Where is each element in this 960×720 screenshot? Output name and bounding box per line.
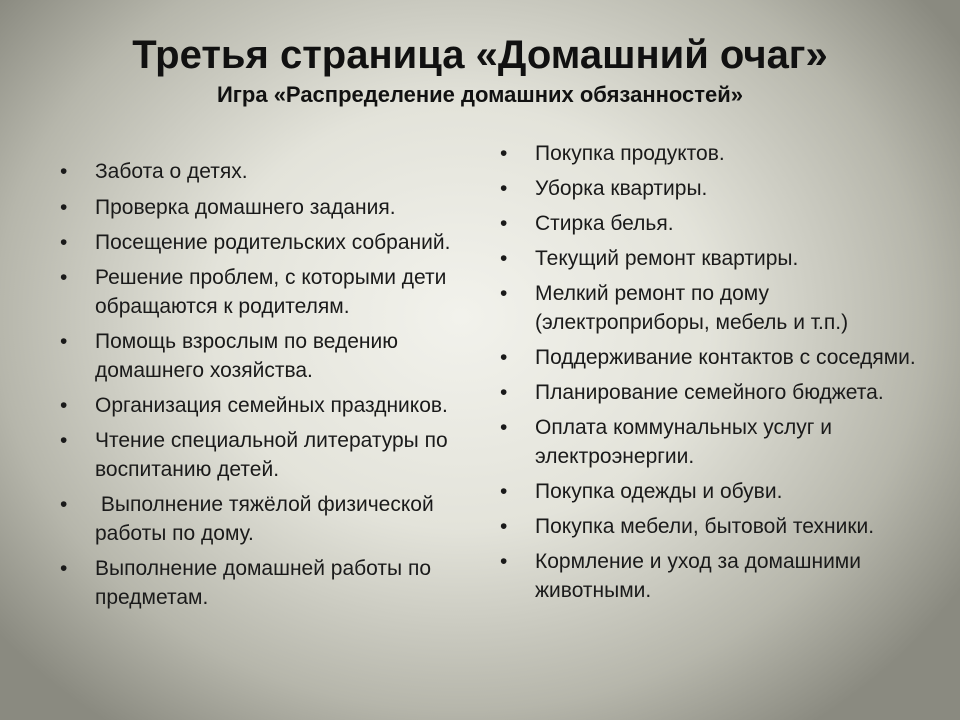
list-item-text: Поддерживание контактов с соседями. bbox=[535, 346, 916, 369]
list-item bbox=[500, 413, 940, 471]
list-item-text: Покупка одежды и обуви. bbox=[535, 480, 783, 503]
list-item-text: Оплата коммунальных услуг и электроэнергии. bbox=[535, 416, 833, 468]
bullet-icon: • bbox=[60, 196, 68, 219]
bullet-icon: • bbox=[60, 394, 68, 417]
bullet-icon: • bbox=[60, 493, 68, 516]
bullet-icon: • bbox=[500, 177, 508, 200]
list-item-text: Решение проблем, с которыми дети обращаются к родителям. bbox=[95, 266, 447, 318]
list-item-text: Планирование семейного бюджета. bbox=[535, 381, 884, 404]
bullet-icon: • bbox=[60, 160, 68, 183]
list-item bbox=[500, 477, 940, 506]
bullet-icon: • bbox=[60, 557, 68, 580]
bullet-icon: • bbox=[500, 550, 508, 573]
list-item-text: Помощь взрослым по ведению домашнего хозяйства. bbox=[95, 330, 399, 382]
list-item bbox=[60, 490, 470, 548]
list-item bbox=[60, 193, 470, 222]
bullet-icon: • bbox=[60, 429, 68, 452]
bullet-icon: • bbox=[500, 282, 508, 305]
list-item bbox=[500, 279, 940, 337]
list-item-text: Покупка мебели, бытовой техники. bbox=[535, 515, 875, 538]
list-item bbox=[500, 378, 940, 407]
bullet-icon: • bbox=[500, 346, 508, 369]
bullet-icon: • bbox=[500, 480, 508, 503]
list-item bbox=[60, 228, 470, 257]
list-item-text: Проверка домашнего задания. bbox=[95, 196, 396, 219]
bullet-icon: • bbox=[60, 266, 68, 289]
list-item-text: Стирка белья. bbox=[535, 212, 674, 235]
list-item-text: Чтение специальной литературы по воспитанию детей. bbox=[95, 429, 448, 481]
list-item-text: Кормление и уход за домашними животными. bbox=[535, 550, 861, 602]
right-duties-list bbox=[500, 139, 940, 611]
slide-subtitle: Игра «Распределение домашних обязанностей» bbox=[216, 82, 744, 107]
bullet-icon: • bbox=[500, 142, 508, 165]
list-item-text: Организация семейных праздников. bbox=[95, 394, 448, 417]
list-item-text: Выполнение домашней работы по предметам. bbox=[95, 557, 431, 609]
list-item bbox=[500, 343, 940, 372]
list-item bbox=[500, 547, 940, 605]
bullet-icon: • bbox=[60, 231, 68, 254]
list-item bbox=[500, 174, 940, 203]
bullet-icon: • bbox=[500, 515, 508, 538]
list-item bbox=[60, 426, 470, 484]
left-duties-list bbox=[60, 157, 470, 618]
list-item-text: Выполнение тяжёлой физической работы по дому. bbox=[95, 493, 440, 545]
list-item-text: Мелкий ремонт по дому (электроприборы, мебель и т.п.) bbox=[535, 282, 849, 334]
list-item bbox=[60, 157, 470, 186]
list-item-text: Покупка продуктов. bbox=[535, 142, 725, 165]
list-item-text: Уборка квартиры. bbox=[535, 177, 708, 200]
list-item bbox=[500, 209, 940, 238]
bullet-icon: • bbox=[60, 330, 68, 353]
list-item bbox=[500, 512, 940, 541]
bullet-icon: • bbox=[500, 212, 508, 235]
bullet-icon: • bbox=[500, 247, 508, 270]
list-item-text: Текущий ремонт квартиры. bbox=[535, 247, 799, 270]
list-item bbox=[60, 554, 470, 612]
list-item bbox=[500, 139, 940, 168]
list-item-text: Посещение родительских собраний. bbox=[95, 231, 451, 254]
bullet-icon: • bbox=[500, 416, 508, 439]
list-item-text: Забота о детях. bbox=[95, 160, 248, 183]
list-item bbox=[60, 327, 470, 385]
list-item bbox=[500, 244, 940, 273]
list-item bbox=[60, 263, 470, 321]
bullet-icon: • bbox=[500, 381, 508, 404]
slide-title: Третья страница «Домашний очаг» bbox=[132, 33, 828, 77]
list-item bbox=[60, 391, 470, 420]
